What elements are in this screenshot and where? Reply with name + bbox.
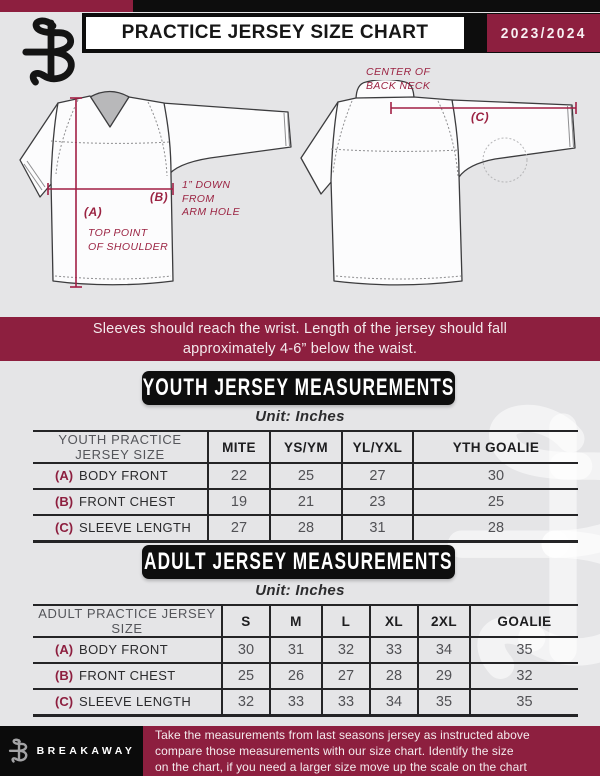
size-column-header: L xyxy=(322,605,370,637)
measurement-value: 32 xyxy=(222,689,270,715)
size-column-header: GOALIE xyxy=(470,605,578,637)
measurement-value: 32 xyxy=(470,663,578,689)
table-row xyxy=(33,489,578,515)
youth-unit-label: Unit: Inches xyxy=(255,408,345,425)
youth-section-title: YOUTH JERSEY MEASUREMENTS xyxy=(142,374,455,401)
table-corner-label: YOUTH PRACTICE JERSEY SIZE xyxy=(58,432,182,462)
size-column-header: S xyxy=(222,605,270,637)
row-tag: (B) xyxy=(55,668,74,683)
adult-section-title-box xyxy=(142,545,455,579)
measurement-value: 19 xyxy=(208,489,270,515)
jersey-diagrams xyxy=(0,80,600,312)
size-column-header: MITE xyxy=(208,431,270,463)
row-tag: (A) xyxy=(55,642,74,657)
measurement-value: 35 xyxy=(470,637,578,663)
label-c-tag: (C) xyxy=(471,110,490,124)
footer-note-box: Take the measurements from last seasons jersey as instructed above compare those measurements with our size chart. Identify the size on the chart, if you need a larger size move up the scale on the chart xyxy=(143,726,600,776)
table-row xyxy=(33,663,578,689)
measurement-value: 33 xyxy=(322,689,370,715)
header-bar xyxy=(82,13,600,53)
measurement-value: 35 xyxy=(470,689,578,715)
row-label: BODY FRONT xyxy=(79,642,169,657)
size-column-header: YS/YM xyxy=(270,431,342,463)
adult-section-title: ADULT JERSEY MEASUREMENTS xyxy=(144,548,453,575)
season-label: 2023/2024 xyxy=(500,24,587,42)
size-column-header: M xyxy=(270,605,322,637)
footer-brand-box xyxy=(0,726,143,776)
label-b-note: 1” DOWN FROM ARM HOLE xyxy=(182,179,241,218)
measurement-value: 27 xyxy=(322,663,370,689)
row-label: BODY FRONT xyxy=(79,468,169,483)
table-header-row xyxy=(33,431,578,463)
measurement-row-label xyxy=(33,689,222,715)
measurement-value: 29 xyxy=(418,663,470,689)
measurement-row-label xyxy=(33,489,208,515)
measurement-value: 25 xyxy=(222,663,270,689)
measurement-row-label xyxy=(33,637,222,663)
measurement-value: 31 xyxy=(270,637,322,663)
season-badge xyxy=(487,14,600,52)
table-row xyxy=(33,463,578,489)
footer-logo-icon xyxy=(8,737,30,766)
measurement-row-label xyxy=(33,663,222,689)
table-header-row xyxy=(33,605,578,637)
measurement-value: 25 xyxy=(413,489,578,515)
table-corner-label: ADULT PRACTICE JERSEY SIZE xyxy=(38,606,216,636)
label-c-note: CENTER OF BACK NECK xyxy=(366,66,431,92)
table-row xyxy=(33,515,578,541)
back-jersey-outline xyxy=(301,80,575,285)
page-title: PRACTICE JERSEY SIZE CHART xyxy=(121,22,429,43)
row-tag: (C) xyxy=(55,693,74,709)
row-label: SLEEVE LENGTH xyxy=(79,519,192,535)
top-strip-black xyxy=(133,0,600,12)
measurement-value: 25 xyxy=(270,463,342,489)
row-label: FRONT CHEST xyxy=(79,494,176,509)
measurement-value: 28 xyxy=(270,515,342,541)
size-column-header: YTH GOALIE xyxy=(413,431,578,463)
top-strip-maroon xyxy=(0,0,133,12)
brand-name: BREAKAWAY xyxy=(36,745,136,757)
measurement-value: 23 xyxy=(342,489,413,515)
measurement-value: 32 xyxy=(322,637,370,663)
row-label: SLEEVE LENGTH xyxy=(79,693,192,709)
measurement-value: 33 xyxy=(370,637,418,663)
measurement-value: 34 xyxy=(418,637,470,663)
label-b-tag: (B) xyxy=(150,190,169,204)
youth-section-title-box xyxy=(142,371,455,405)
measurement-value: 27 xyxy=(342,463,413,489)
size-column-header: YL/YXL xyxy=(342,431,413,463)
label-a-tag: (A) xyxy=(84,205,103,219)
measurement-value: 30 xyxy=(222,637,270,663)
measurement-value: 26 xyxy=(270,663,322,689)
measurement-value: 30 xyxy=(413,463,578,489)
measurement-value: 22 xyxy=(208,463,270,489)
row-tag: (B) xyxy=(55,494,74,509)
measurement-value: 31 xyxy=(342,515,413,541)
page-title-box xyxy=(86,17,464,49)
size-column-header: XL xyxy=(370,605,418,637)
measurement-value: 21 xyxy=(270,489,342,515)
measurement-value: 27 xyxy=(208,515,270,541)
row-tag: (C) xyxy=(55,519,74,535)
row-tag: (A) xyxy=(55,468,74,483)
measurement-value: 28 xyxy=(413,515,578,541)
adult-size-table xyxy=(33,604,578,717)
measurement-value: 35 xyxy=(418,689,470,715)
youth-size-table xyxy=(33,430,578,543)
table-row xyxy=(33,689,578,715)
measurement-value: 28 xyxy=(370,663,418,689)
measurement-value: 34 xyxy=(370,689,418,715)
measurement-row-label xyxy=(33,515,208,541)
row-label: FRONT CHEST xyxy=(79,668,176,683)
measurement-row-label xyxy=(33,463,208,489)
size-column-header: 2XL xyxy=(418,605,470,637)
front-jersey-outline xyxy=(20,92,291,285)
measurement-value: 33 xyxy=(270,689,322,715)
adult-unit-label: Unit: Inches xyxy=(255,582,345,599)
label-a-note: TOP POINT OF SHOULDER xyxy=(88,227,169,253)
instruction-banner: Sleeves should reach the wrist. Length of the jersey should fall approximately 4-6” below the waist. xyxy=(0,317,600,361)
table-row xyxy=(33,637,578,663)
